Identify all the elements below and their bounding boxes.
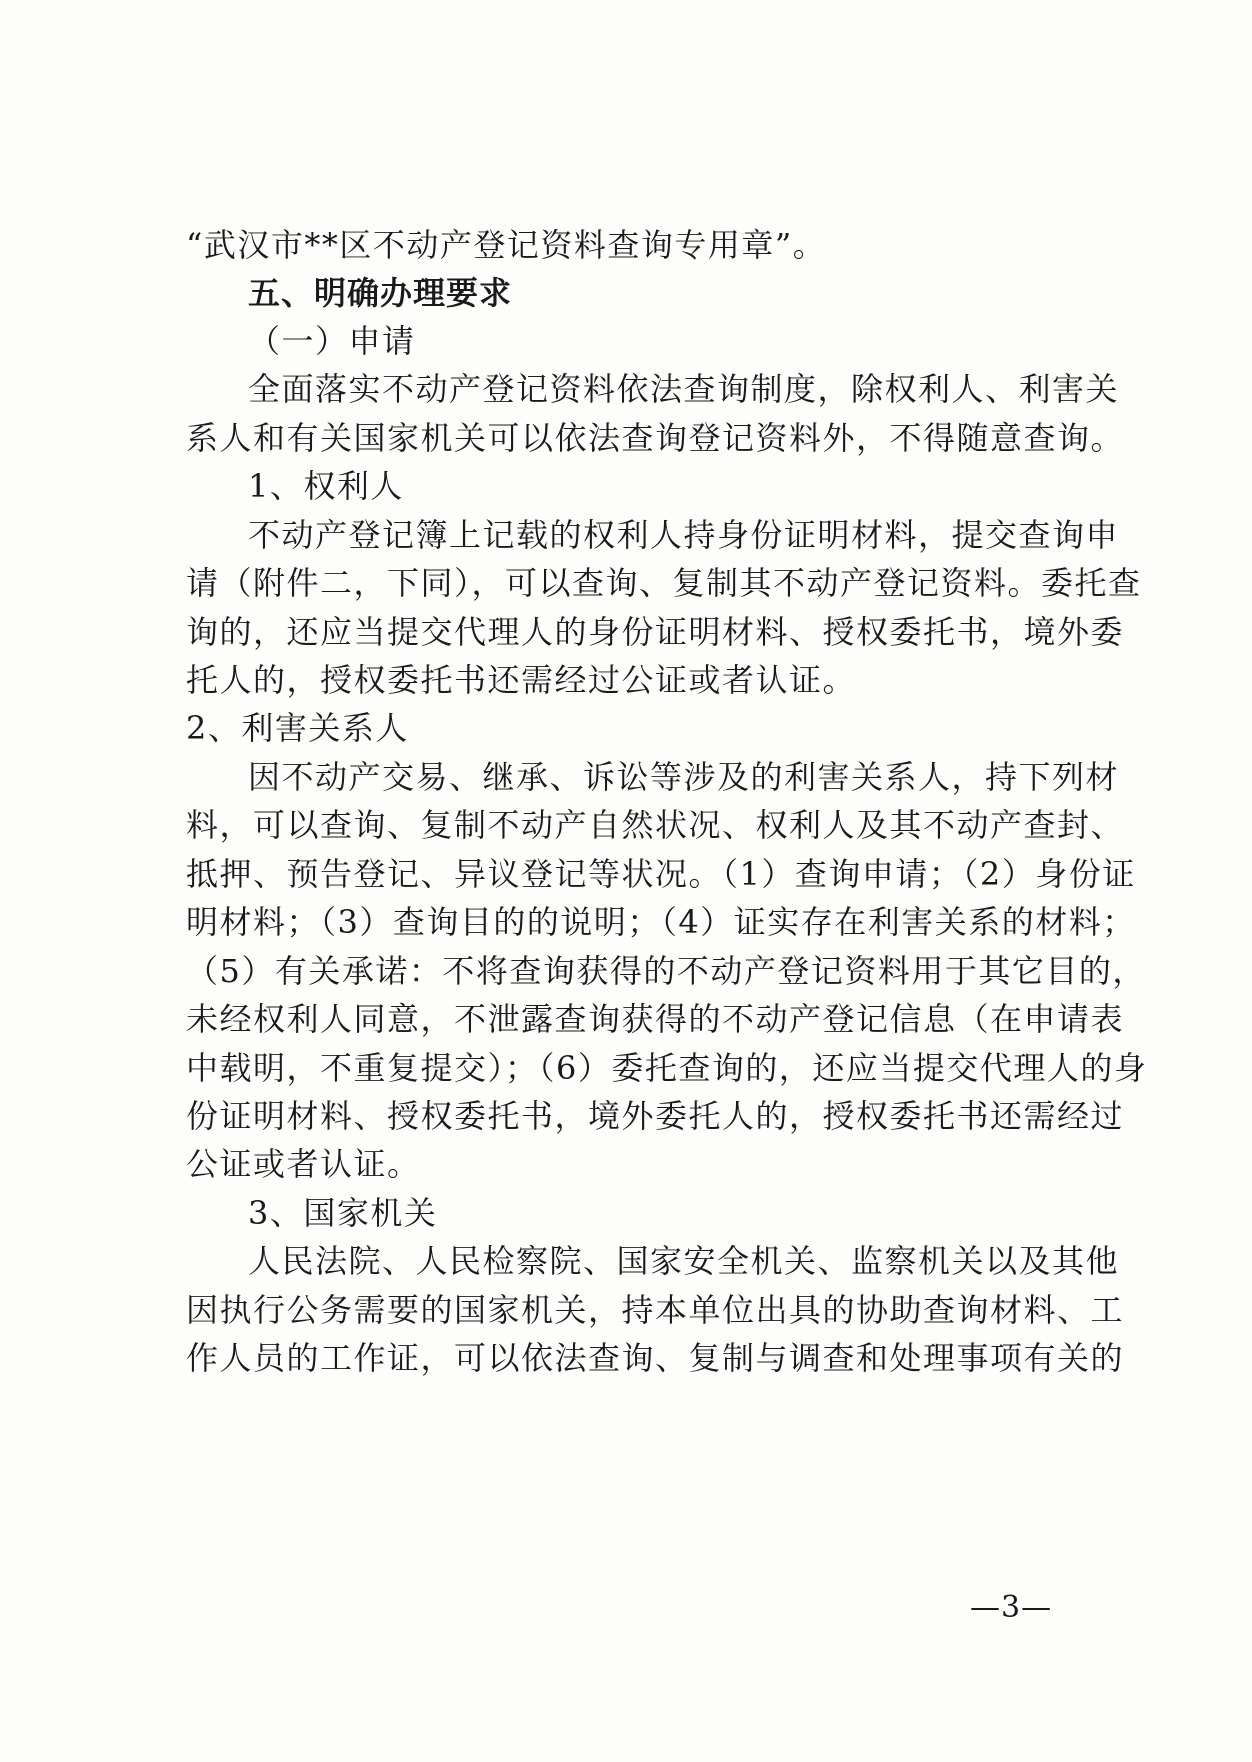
text-line: （5）有关承诺：不将查询获得的不动产登记资料用于其它目的， <box>186 952 1146 990</box>
text-line: 因执行公务需要的国家机关，持本单位出具的协助查询材料、工 <box>186 1291 1125 1329</box>
text-line: 公证或者认证。 <box>186 1145 421 1183</box>
text-line: “武汉市**区不动产登记资料查询专用章”。 <box>186 226 827 264</box>
subsection-heading: （一）申请 <box>248 322 416 360</box>
item-heading: 2、利害关系人 <box>186 709 409 747</box>
text-line: 不动产登记簿上记载的权利人持身份证明材料，提交查询申 <box>248 516 1120 554</box>
text-line: 托人的，授权委托书还需经过公证或者认证。 <box>186 661 857 699</box>
section-heading: 五、明确办理要求 <box>248 274 513 312</box>
text-line: 人民法院、人民检察院、国家安全机关、监察机关以及其他 <box>248 1242 1120 1280</box>
text-line: 抵押、预告登记、异议登记等状况。（1）查询申请；（2）身份证 <box>186 855 1136 893</box>
text-line: 中载明，不重复提交）；（6）委托查询的，还应当提交代理人的身 <box>186 1049 1148 1087</box>
item-heading: 3、国家机关 <box>248 1194 438 1232</box>
text-line: 未经权利人同意，不泄露查询获得的不动产登记信息（在申请表 <box>186 1000 1125 1038</box>
page-number: —3— <box>970 1590 1053 1625</box>
item-heading: 1、权利人 <box>248 467 404 505</box>
text-line: 系人和有关国家机关可以依法查询登记资料外，不得随意查询。 <box>186 419 1125 457</box>
text-line: 料，可以查询、复制不动产自然状况、权利人及其不动产查封、 <box>186 806 1125 844</box>
text-line: 请（附件二，下同），可以查询、复制其不动产登记资料。委托查 <box>186 564 1142 602</box>
text-line: 明材料；（3）查询目的的说明；（4）证实存在利害关系的材料； <box>186 903 1136 941</box>
text-line: 全面落实不动产登记资料依法查询制度，除权利人、利害关 <box>248 370 1120 408</box>
text-line: 因不动产交易、继承、诉讼等涉及的利害关系人，持下列材 <box>248 758 1120 796</box>
text-line: 询的，还应当提交代理人的身份证明材料、授权委托书，境外委 <box>186 613 1125 651</box>
text-line: 份证明材料、授权委托书，境外委托人的，授权委托书还需经过 <box>186 1097 1125 1135</box>
text-line: 作人员的工作证，可以依法查询、复制与调查和处理事项有关的 <box>186 1339 1125 1377</box>
